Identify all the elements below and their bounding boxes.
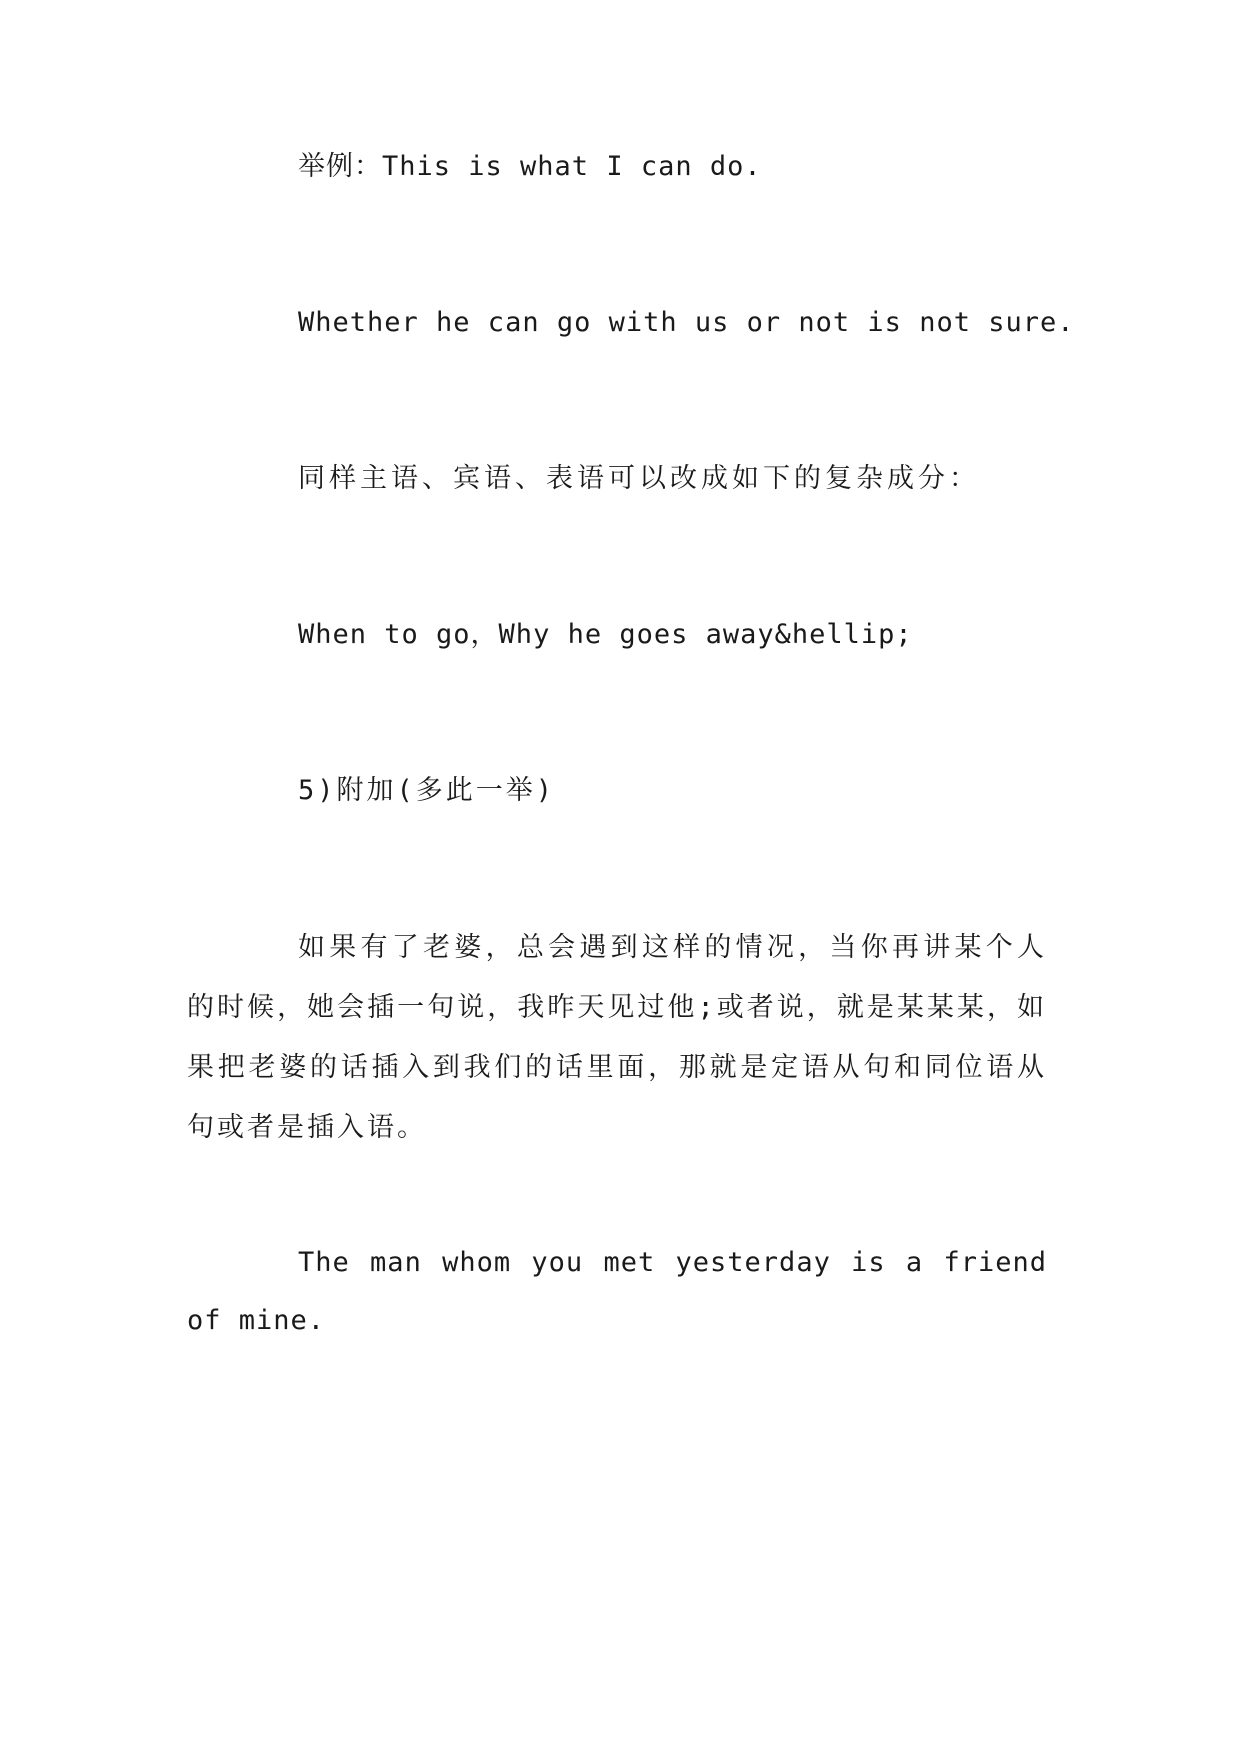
whether-sentence: Whether he can go with us or not is not sure. xyxy=(298,307,1075,338)
example-sentence: 举例：This is what I can do. xyxy=(298,151,762,182)
man-whom-example: The man whom you met yesterday is a friend of mine. xyxy=(187,1247,1047,1336)
when-why-phrases: When to go，Why he goes away&hellip; xyxy=(298,619,913,650)
wife-analogy-paragraph: 如果有了老婆，总会遇到这样的情况，当你再讲某个人的时候，她会插一句说，我昨天见过他;或者说，就是某某某，如果把老婆的话插入到我们的话里面，那就是定语从句和同位语从句或者是插入语。 xyxy=(187,932,1047,1143)
replacement-note: 同样主语、宾语、表语可以改成如下的复杂成分： xyxy=(298,463,980,494)
section-heading: 5)附加(多此一举) xyxy=(298,775,556,806)
